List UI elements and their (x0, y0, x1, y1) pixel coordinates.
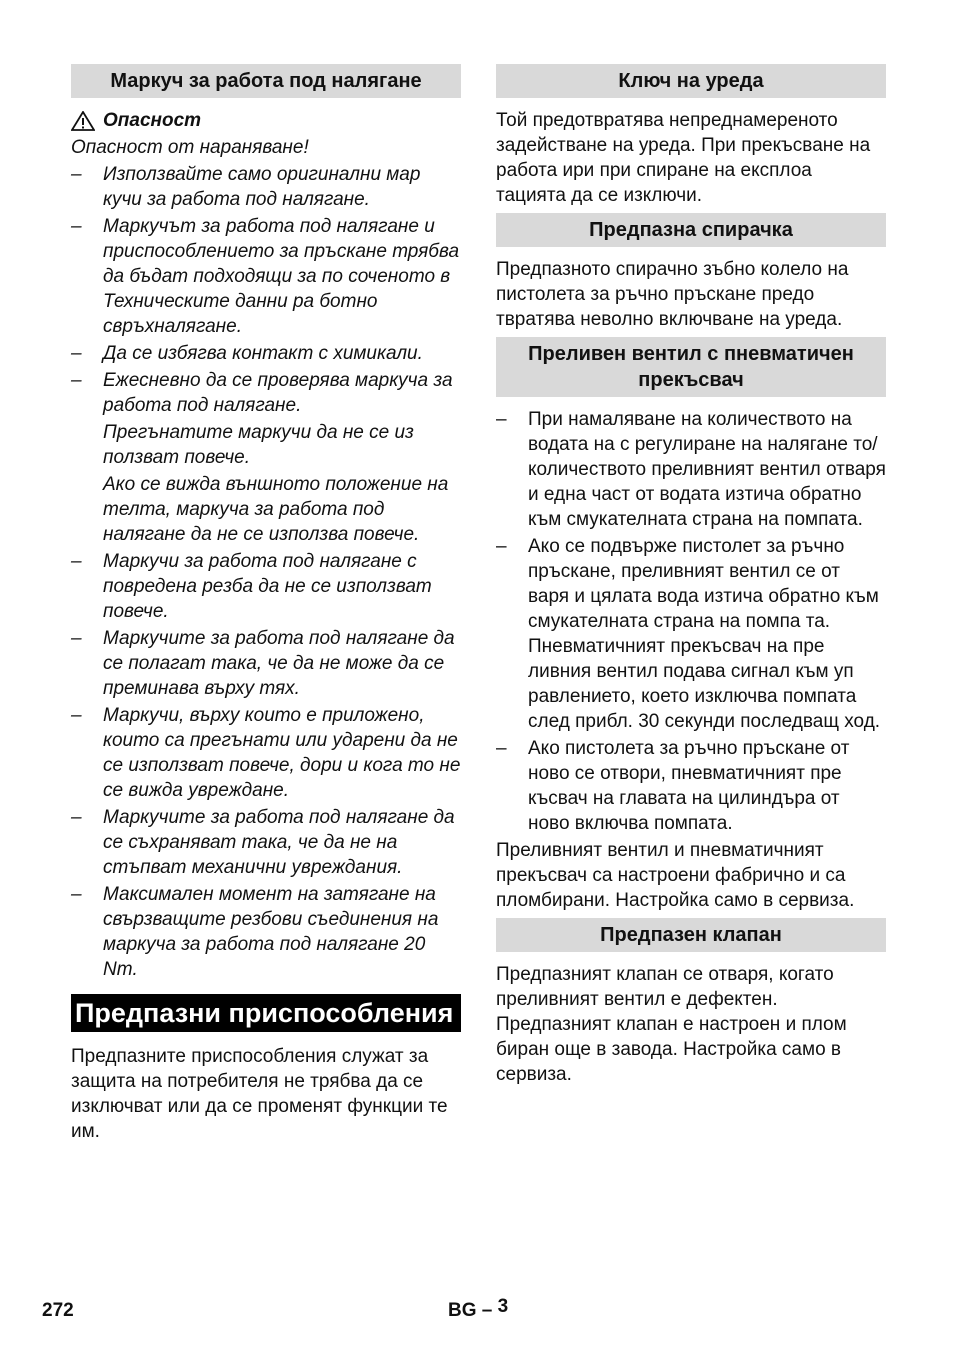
danger-label-text: Опасност (103, 110, 202, 131)
list-item: – Ежесневно да се проверява маркуча за работа под налягане. (71, 370, 453, 416)
warning-triangle-icon (71, 111, 95, 131)
device-key-text: Той предотвратява непреднамереното задействане на уреда. При прекъсване на работа ири при спиране на експлоа тацията да се изключи. (496, 110, 871, 206)
sub-page-number: 3 (497, 1296, 509, 1317)
hose-rules-list-continued (71, 549, 461, 982)
danger-label (71, 108, 461, 133)
list-item: – Максимален момент на затягане на свързващите резбови съединения на маркуча за работа под налягане 20 Nm. (71, 884, 439, 980)
list-item: – Маркучите за работа под налягане да се съхраняват така, че да не на стъпват механични увреждания. (71, 807, 455, 878)
list-sub-paragraph: Ако се вижда външното положение на телта, маркуча за работа под налягане да не се използва повече. (103, 474, 449, 545)
overflow-valve-text: Преливният вентил и пневматичният прекъсвач са настроени фабрично и са пломбирани. Настройка само в сервиза. (496, 840, 855, 911)
hose-rules-list (71, 162, 461, 418)
safety-brake-heading: Предпазна спирачка (496, 213, 886, 247)
overflow-valve-heading: Преливен вентил с пневматичен прекъсвач (496, 337, 886, 397)
list-item: – Да се избягва контакт с химикали. (71, 343, 423, 364)
list-item: – Маркучът за работа под налягане и приспособлението за пръскане трябва да бъдат подходящи за по соченото в Техническите данни ра ботно свръхналягане. (71, 216, 460, 337)
right-column (496, 64, 886, 1092)
separator: – (481, 1300, 493, 1321)
hose-heading: Маркуч за работа под налягане (71, 64, 461, 98)
danger-text: Опасност от нараняване! (71, 137, 309, 158)
left-column (71, 64, 461, 1149)
relief-valve-text: Предпазният клапан се отваря, когато преливният вентил е дефектен. Предпазният клапан е настроен и плом биран още в завода. Настройка само в сервиза. (496, 964, 847, 1085)
list-item: – Ако пистолета за ръчно пръскане от ново се отвори, пневматичният пре късвач на главата на цилиндъра от ново включва помпата. (496, 738, 850, 834)
safety-devices-heading: Предпазни приспособления (71, 994, 461, 1032)
safety-devices-text: Предпазните приспособления служат за защита на потребителя не трябва да се изключват или да се променят функции те им. (71, 1046, 448, 1142)
language-code: BG (448, 1300, 477, 1321)
list-item: – Използвайте само оригинални мар кучи за работа под налягане. (71, 164, 421, 210)
list-item: – Маркучи за работа под налягане с повредена резба да не се използват повече. (71, 551, 432, 622)
list-sub-paragraph: Прегънатите маркучи да не се из ползват повече. (103, 422, 414, 468)
page-number: 272 (42, 1300, 74, 1321)
relief-valve-heading: Предпазен клапан (496, 918, 886, 952)
device-key-heading: Ключ на уреда (496, 64, 886, 98)
safety-brake-text: Предпазното спирачно зъбно колело на пистолета за ръчно пръскане предо твратява неволно включване на уреда. (496, 259, 849, 330)
overflow-valve-list (496, 407, 886, 836)
list-item: – Ако се подвърже пистолет за ръчно пръскане, преливният вентил се от варя и цялата вода изтича обратно към смукателната страна на помпа та. Пневматичният прекъсвач на пре ливния вентил подава сигнал към уп равлението, което изключва помпата след прибл. 30 секунди последващ ход. (496, 536, 881, 732)
list-item: – Маркучи, върху които е приложено, които са прегънати или ударени да не се използват повече, дори и кога то не се вижда увреждане. (71, 705, 461, 801)
language-page-marker (448, 1298, 508, 1323)
list-item: – Маркучите за работа под налягане да се полагат така, че да не може да се преминава върху тях. (71, 628, 455, 699)
list-item: – При намаляване на количеството на водата на с регулиране на налягане то/количеството преливният вентил отваря и една част от водата изтича обратно към смукателната страна на помпата. (496, 409, 886, 530)
